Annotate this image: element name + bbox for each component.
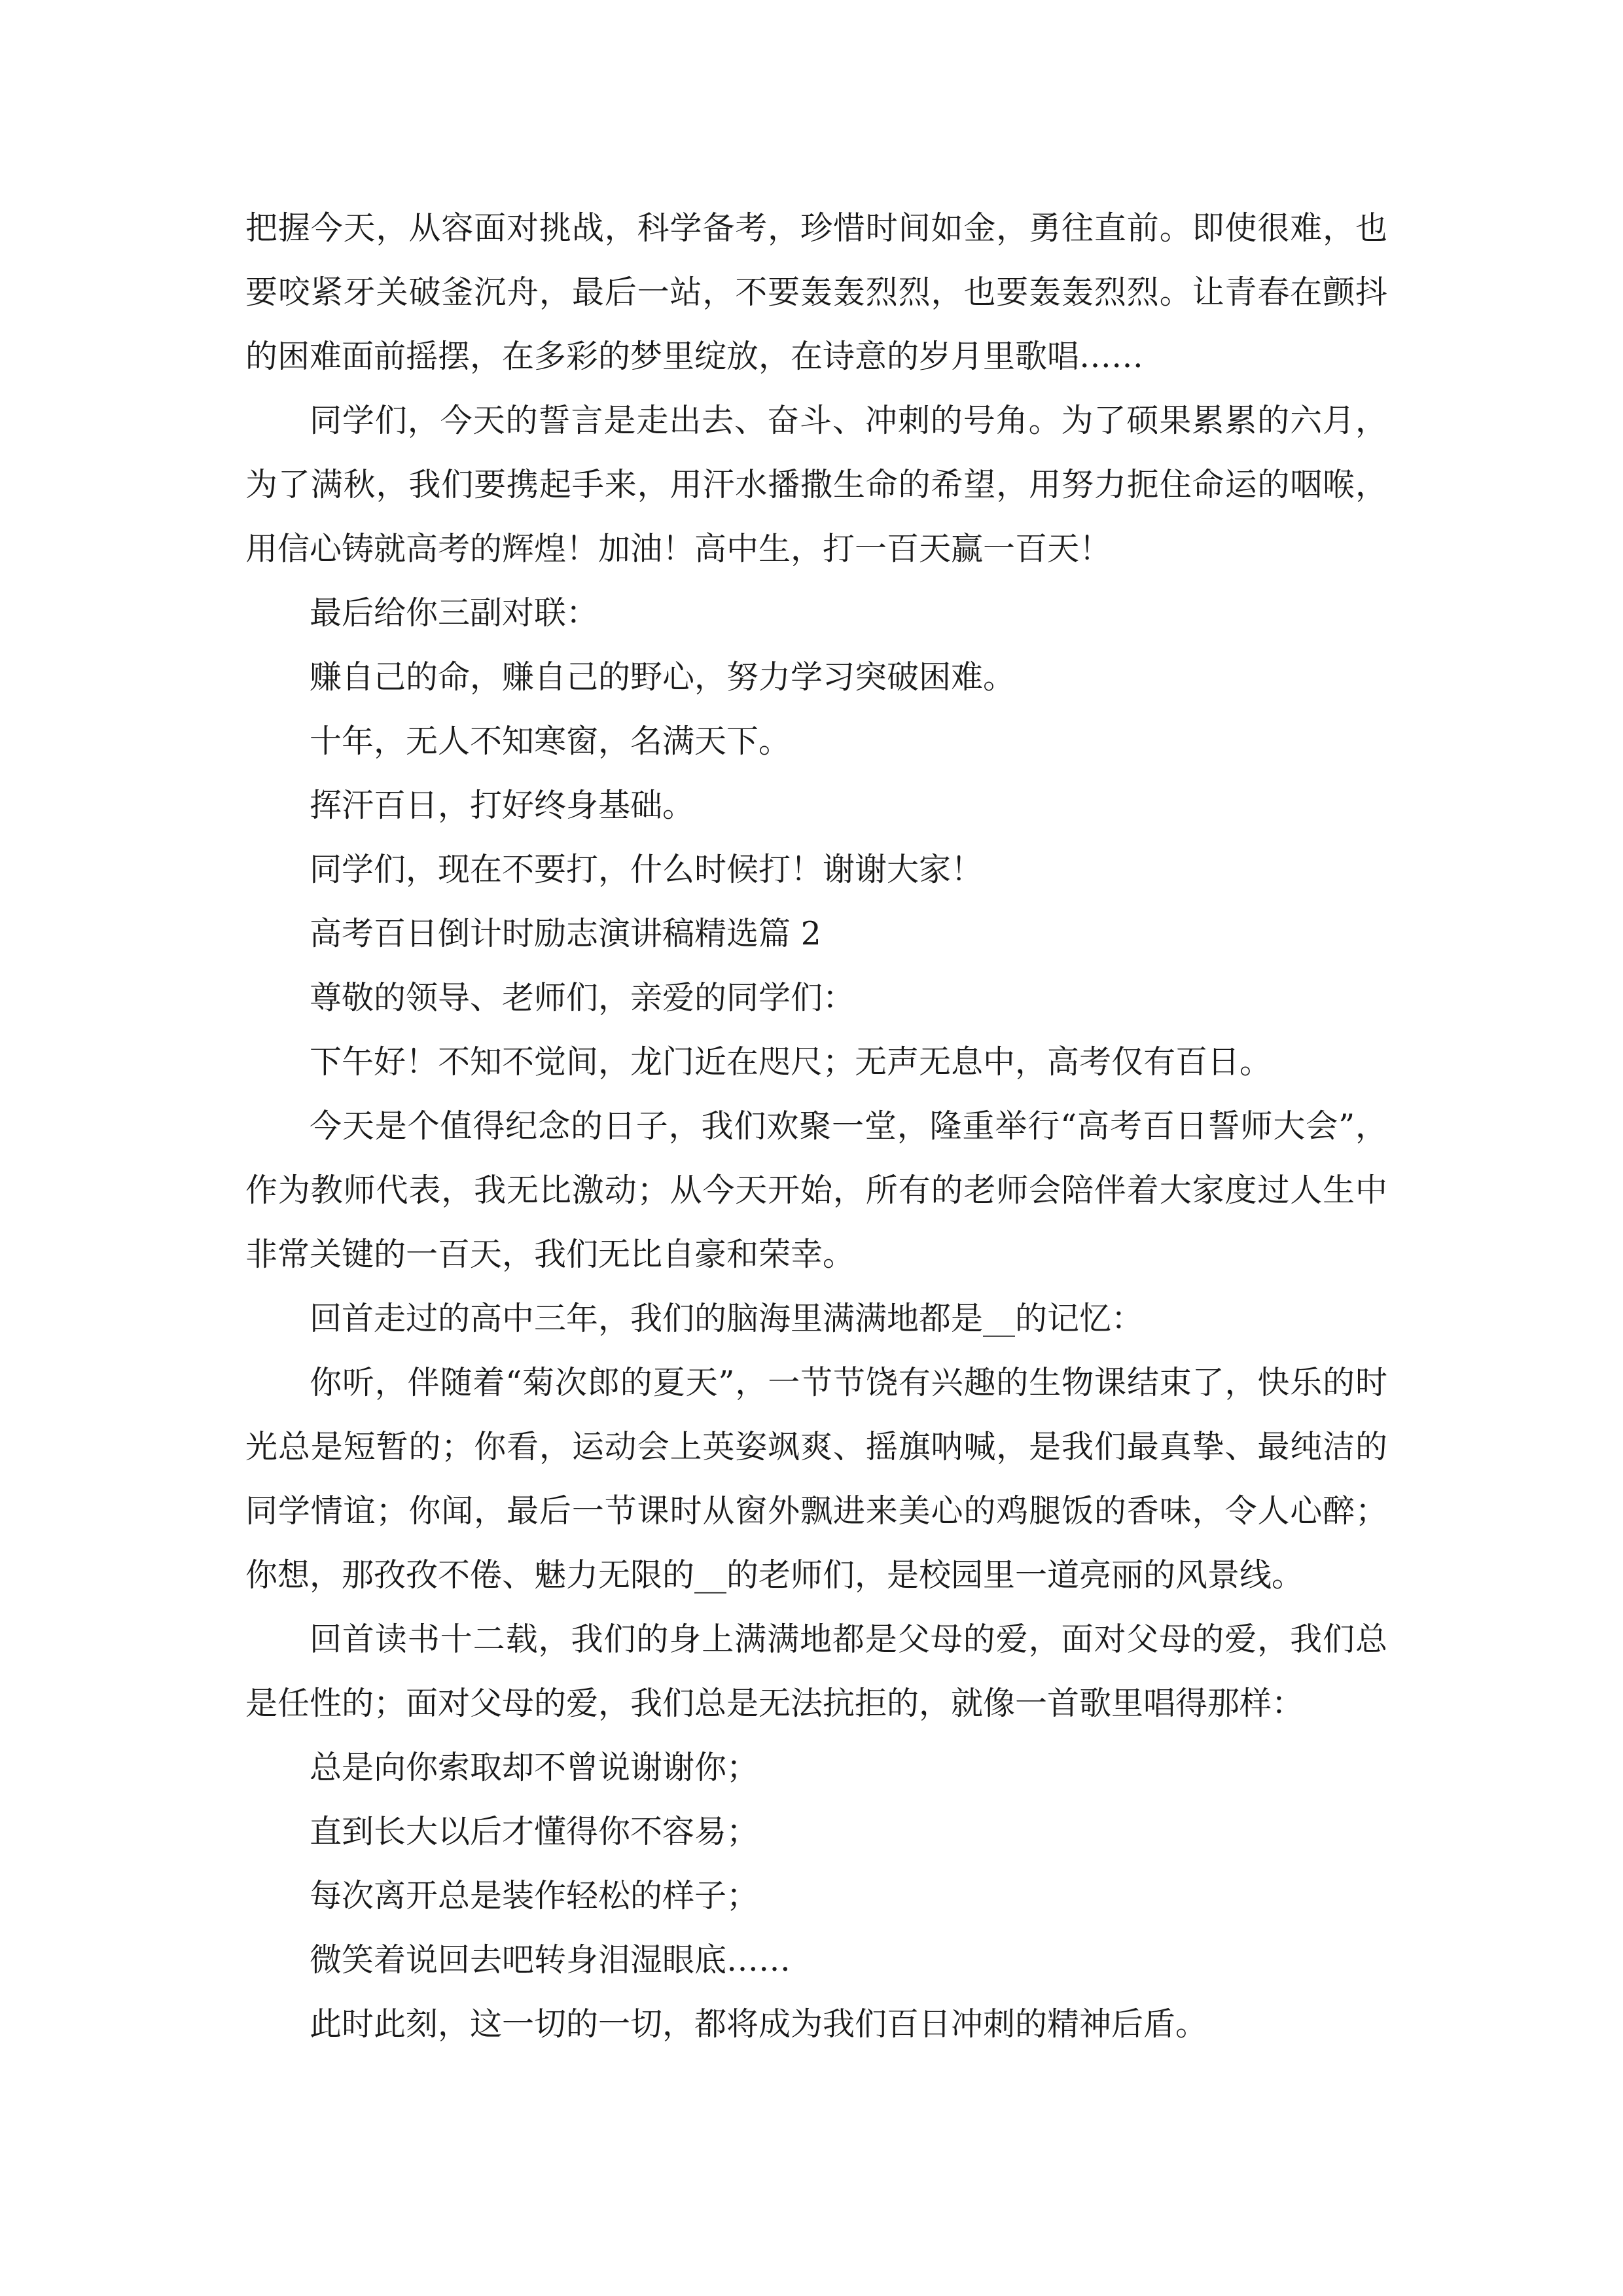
couplet-line: 赚自己的命，赚自己的野心，努力学习突破困难。 [310,658,1016,696]
lyric-line: 总是向你索取却不曾说谢谢你； [310,1749,759,1786]
couplet-line: 十年，无人不知寒窗，名满天下。 [310,723,791,760]
paragraph: 今天是个值得纪念的日子，我们欢聚一堂，隆重举行“高考百日誓师大会”，作为教师代表，我无比激动；从今天开始，所有的老师会陪伴着大家度过人生中非常关键的一百天，我们无比自豪和荣幸。 [245,1107,1387,1273]
paragraph: 同学们，今天的誓言是走出去、奋斗、冲刺的号角。为了硕果累累的六月，为了满秋，我们要携起手来，用汗水播撒生命的希望，用努力扼住命运的咽喉，用信心铸就高考的辉煌！加油！高中生，打一百天赢一百天！ [245,402,1387,567]
paragraph: 回首读书十二载，我们的身上满满地都是父母的爱，面对父母的爱，我们总是任性的；面对父母的爱，我们总是无法抗拒的，就像一首歌里唱得那样： [245,1621,1387,1722]
paragraph: 回首走过的高中三年，我们的脑海里满满地都是__的记忆： [310,1300,1144,1337]
paragraph: 同学们，现在不要打，什么时候打！谢谢大家！ [310,851,984,888]
section-heading: 高考百日倒计时励志演讲稿精选篇 2 [310,915,821,952]
paragraph: 你听，伴随着“菊次郎的夏天”，一节节饶有兴趣的生物课结束了，快乐的时光总是短暂的；你看，运动会上英姿飒爽、摇旗呐喊，是我们最真挚、最纯洁的同学情谊；你闻，最后一节课时从窗外飘进来美心的鸡腿饭的香味，令人心醉；你想，那孜孜不倦、魅力无限的__的老师们，是校园里一道亮丽的风景线。 [245,1364,1387,1594]
paragraph: 把握今天，从容面对挑战，科学备考，珍惜时间如金，勇往直前。即使很难，也要咬紧牙关破釜沉舟，最后一站，不要轰轰烈烈，也要轰轰烈烈。让青春在颤抖的困难面前摇摆，在多彩的梦里绽放，在诗意的岁月里歌唱…… [245,209,1387,375]
paragraph: 下午好！不知不觉间，龙门近在咫尺；无声无息中，高考仅有百日。 [310,1043,1272,1081]
body-text [245,196,1387,2056]
salutation: 尊敬的领导、老师们，亲爱的同学们： [310,979,855,1016]
lyric-line: 直到长大以后才懂得你不容易； [310,1813,759,1850]
lyric-line: 每次离开总是装作轻松的样子； [310,1877,759,1914]
paragraph: 最后给你三副对联： [310,594,599,632]
lyric-line: 微笑着说回去吧转身泪湿眼底…… [310,1941,791,1979]
paragraph: 此时此刻，这一切的一切，都将成为我们百日冲刺的精神后盾。 [310,2005,1208,2043]
couplet-line: 挥汗百日，打好终身基础。 [310,787,695,824]
